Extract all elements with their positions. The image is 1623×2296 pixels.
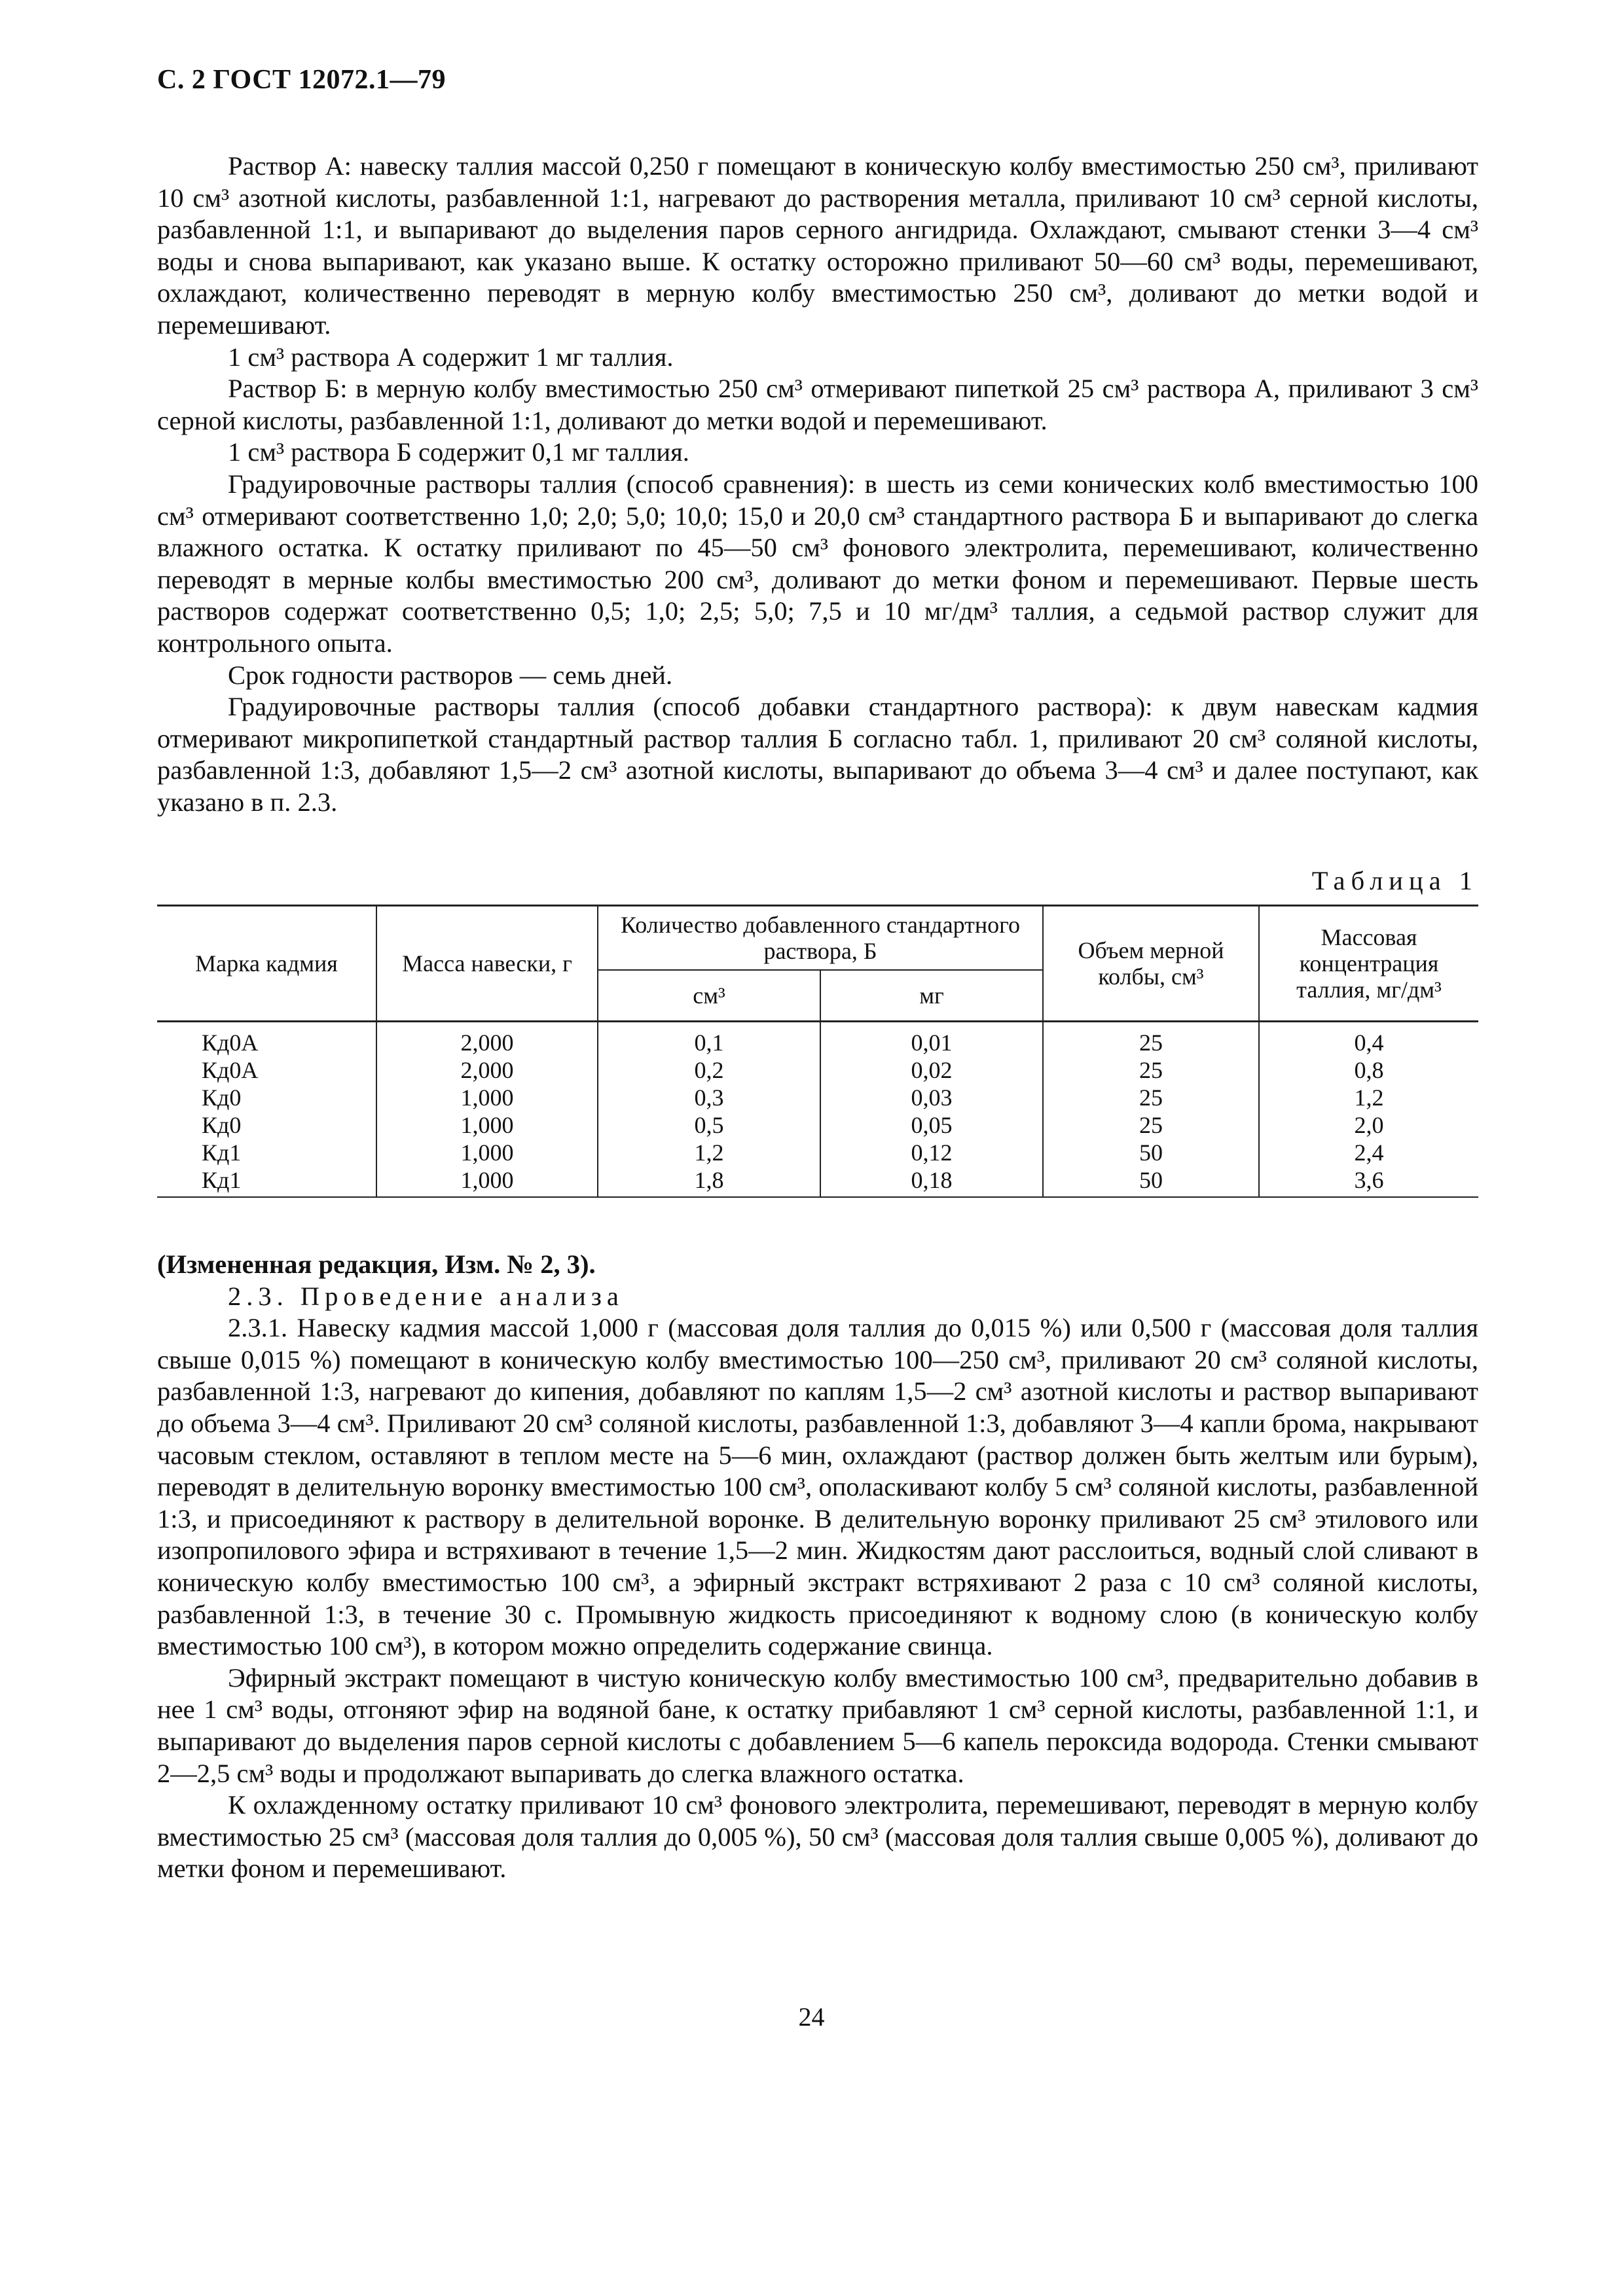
cell-volume: 25: [1043, 1084, 1259, 1111]
cell-mass: 1,000: [376, 1084, 598, 1111]
cell-grade: Кд0А: [157, 1056, 376, 1084]
cell-cm3: 0,2: [598, 1056, 820, 1084]
table-row: [157, 1139, 1478, 1166]
table-row: [157, 1056, 1478, 1084]
cell-mg: 0,02: [820, 1056, 1043, 1084]
cell-cm3: 1,8: [598, 1166, 820, 1197]
table-row: [157, 1022, 1478, 1057]
cell-mg: 0,18: [820, 1166, 1043, 1197]
cell-cm3: 0,5: [598, 1111, 820, 1139]
section-title: 2.3. Проведение анализа: [228, 1281, 624, 1311]
cell-grade: Кд0: [157, 1084, 376, 1111]
cell-mg: 0,01: [820, 1022, 1043, 1057]
cell-mg: 0,05: [820, 1111, 1043, 1139]
table-row: [157, 1111, 1478, 1139]
table-row: [157, 1084, 1478, 1111]
cell-concentration: 2,4: [1259, 1139, 1478, 1166]
cell-mg: 0,03: [820, 1084, 1043, 1111]
cell-concentration: 0,8: [1259, 1056, 1478, 1084]
header-added-mg: мг: [820, 970, 1043, 1022]
cell-grade: Кд1: [157, 1166, 376, 1197]
cell-cm3: 0,1: [598, 1022, 820, 1057]
paragraph-solution-a-content: 1 см³ раствора А содержит 1 мг таллия.: [228, 342, 674, 372]
cell-mass: 2,000: [376, 1056, 598, 1084]
paragraph-shelf-life: Срок годности растворов — семь дней.: [228, 660, 673, 690]
paragraph-calibration-addition: Градуировочные растворы таллия (способ добавки стандартного раствора): к двум навескам кадмия отмеривают микропипеткой стандартный раствор таллия Б согласно табл. 1, приливают 20 см³ соляной кислоты, разбавленной 1:3, добавляют 1,5—2 см³ азотной кислоты, выпаривают до объема 3—4 см³ и далее поступают, как указано в п. 2.3.: [157, 692, 1478, 817]
cell-mg: 0,12: [820, 1139, 1043, 1166]
header-mass: Масса навески, г: [376, 906, 598, 1022]
cell-concentration: 3,6: [1259, 1166, 1478, 1197]
cell-concentration: 1,2: [1259, 1084, 1478, 1111]
cell-grade: Кд0А: [157, 1022, 376, 1057]
edition-note: (Измененная редакция, Изм. № 2, 3).: [157, 1249, 596, 1279]
cell-grade: Кд0: [157, 1111, 376, 1139]
cell-cm3: 0,3: [598, 1084, 820, 1111]
cell-concentration: 2,0: [1259, 1111, 1478, 1139]
cell-mass: 1,000: [376, 1139, 598, 1166]
text-block-top: [157, 151, 1478, 818]
cell-mass: 1,000: [376, 1111, 598, 1139]
cell-grade: Кд1: [157, 1139, 376, 1166]
paragraph-solution-b-content: 1 см³ раствора Б содержит 0,1 мг таллия.: [228, 437, 689, 467]
paragraph-2-3-1: 2.3.1. Навеску кадмия массой 1,000 г (массовая доля таллия до 0,015 %) или 0,500 г (массовая доля таллия свыше 0,015 %) помещают в коническую колбу вместимостью 100—250 см³, приливают 20 см³ соляной кислоты, разбавленной 1:3, нагревают до кипения, добавляют по каплям 1,5—2 см³ азотной кислоты и раствор выпаривают до объема 3—4 см³. Приливают 20 см³ соляной кислоты, разбавленной 1:3, добавляют 3—4 капли брома, накрывают часовым стеклом, оставляют в теплом месте на 5—6 мин, охлаждают (раствор должен быть желтым или бурым), переводят в делительную воронку вместимостью 100 см³, ополаскивают колбу 5 см³ соляной кислоты, разбавленной 1:3, и присоединяют к раствору в делительной воронке. В делительную воронку приливают 25 см³ этилового или изопропилового эфира и встряхивают в течение 1,5—2 мин. Жидкостям дают расслоиться, водный слой сливают в коническую колбу вместимостью 100 см³, а эфирный экстракт встряхивают 2 раза с 10 см³ соляной кислоты, разбавленной 1:3, в течение 30 с. Промывную жидкость присоединяют к водному слою (в коническую колбу вместимостью 100 см³), в котором можно определить содержание свинца.: [157, 1313, 1478, 1661]
text-block-bottom: [157, 1249, 1478, 1885]
cell-cm3: 1,2: [598, 1139, 820, 1166]
cell-mass: 1,000: [376, 1166, 598, 1197]
paragraph-solution-a: Раствор А: навеску таллия массой 0,250 г помещают в коническую колбу вместимостью 250 см³, приливают 10 см³ азотной кислоты, разбавленной 1:1, нагревают до растворения металла, приливают 10 см³ серной кислоты, разбавленной 1:1, и выпаривают до выделения паров серного ангидрида. Охлаждают, смывают стенки 3—4 см³ воды и снова выпаривают, как указано выше. К остатку осторожно приливают 50—60 см³ воды, перемешивают, охлаждают, количественно переводят в мерную колбу вместимостью 250 см³, доливают до метки водой и перемешивают.: [157, 151, 1478, 340]
cell-concentration: 0,4: [1259, 1022, 1478, 1057]
header-added: Количество добавленного стандартного раствора, Б: [598, 906, 1043, 971]
table-caption: Таблица 1: [1311, 866, 1478, 895]
header-grade: Марка кадмия: [157, 906, 376, 1022]
cell-volume: 50: [1043, 1139, 1259, 1166]
paragraph-calibration-comparison: Градуировочные растворы таллия (способ сравнения): в шесть из семи конических колб вместимостью 100 см³ отмеривают соответственно 1,0; 2,0; 5,0; 10,0; 15,0 и 20,0 см³ стандартного раствора Б и выпаривают до слегка влажного остатка. К остатку приливают по 45—50 см³ фонового электролита, перемешивают, количественно переводят в мерные колбы вместимостью 200 см³, доливают до метки фоном и перемешивают. Первые шесть растворов содержат соответственно 0,5; 1,0; 2,5; 5,0; 7,5 и 10 мг/дм³ таллия, а седьмой раствор служит для контрольного опыта.: [157, 469, 1478, 658]
header-volume: Объем мерной колбы, см³: [1043, 906, 1259, 1022]
cell-volume: 25: [1043, 1111, 1259, 1139]
page-header: С. 2 ГОСТ 12072.1—79: [157, 65, 447, 95]
cell-volume: 50: [1043, 1166, 1259, 1197]
table-row: [157, 1166, 1478, 1197]
table-1: [157, 905, 1478, 1198]
cell-volume: 25: [1043, 1022, 1259, 1057]
header-added-cm3: см³: [598, 970, 820, 1022]
cell-volume: 25: [1043, 1056, 1259, 1084]
page-number: 24: [798, 2002, 825, 2032]
paragraph-solution-b: Раствор Б: в мерную колбу вместимостью 250 см³ отмеривают пипеткой 25 см³ раствора А, приливают 3 см³ серной кислоты, разбавленной 1:1, доливают до метки водой и перемешивают.: [157, 374, 1478, 435]
paragraph-cooled-residue: К охлажденному остатку приливают 10 см³ фонового электролита, перемешивают, переводят в мерную колбу вместимостью 25 см³ (массовая доля таллия до 0,005 %), 50 см³ (массовая доля таллия свыше 0,005 %), доливают до метки фоном и перемешивают.: [157, 1790, 1478, 1884]
paragraph-ether-extract: Эфирный экстракт помещают в чистую коническую колбу вместимостью 100 см³, предварительно добавив в нее 1 см³ воды, отгоняют эфир на водяной бане, к остатку прибавляют 1 см³ серной кислоты, разбавленной 1:1, и выпаривают до выделения паров серной кислоты с добавлением 5—6 капель пероксида водорода. Стенки смывают 2—2,5 см³ воды и продолжают выпаривать до слегка влажного остатка.: [157, 1662, 1478, 1788]
header-concentration: Массовая концентрация таллия, мг/дм³: [1259, 906, 1478, 1022]
cell-mass: 2,000: [376, 1022, 598, 1057]
